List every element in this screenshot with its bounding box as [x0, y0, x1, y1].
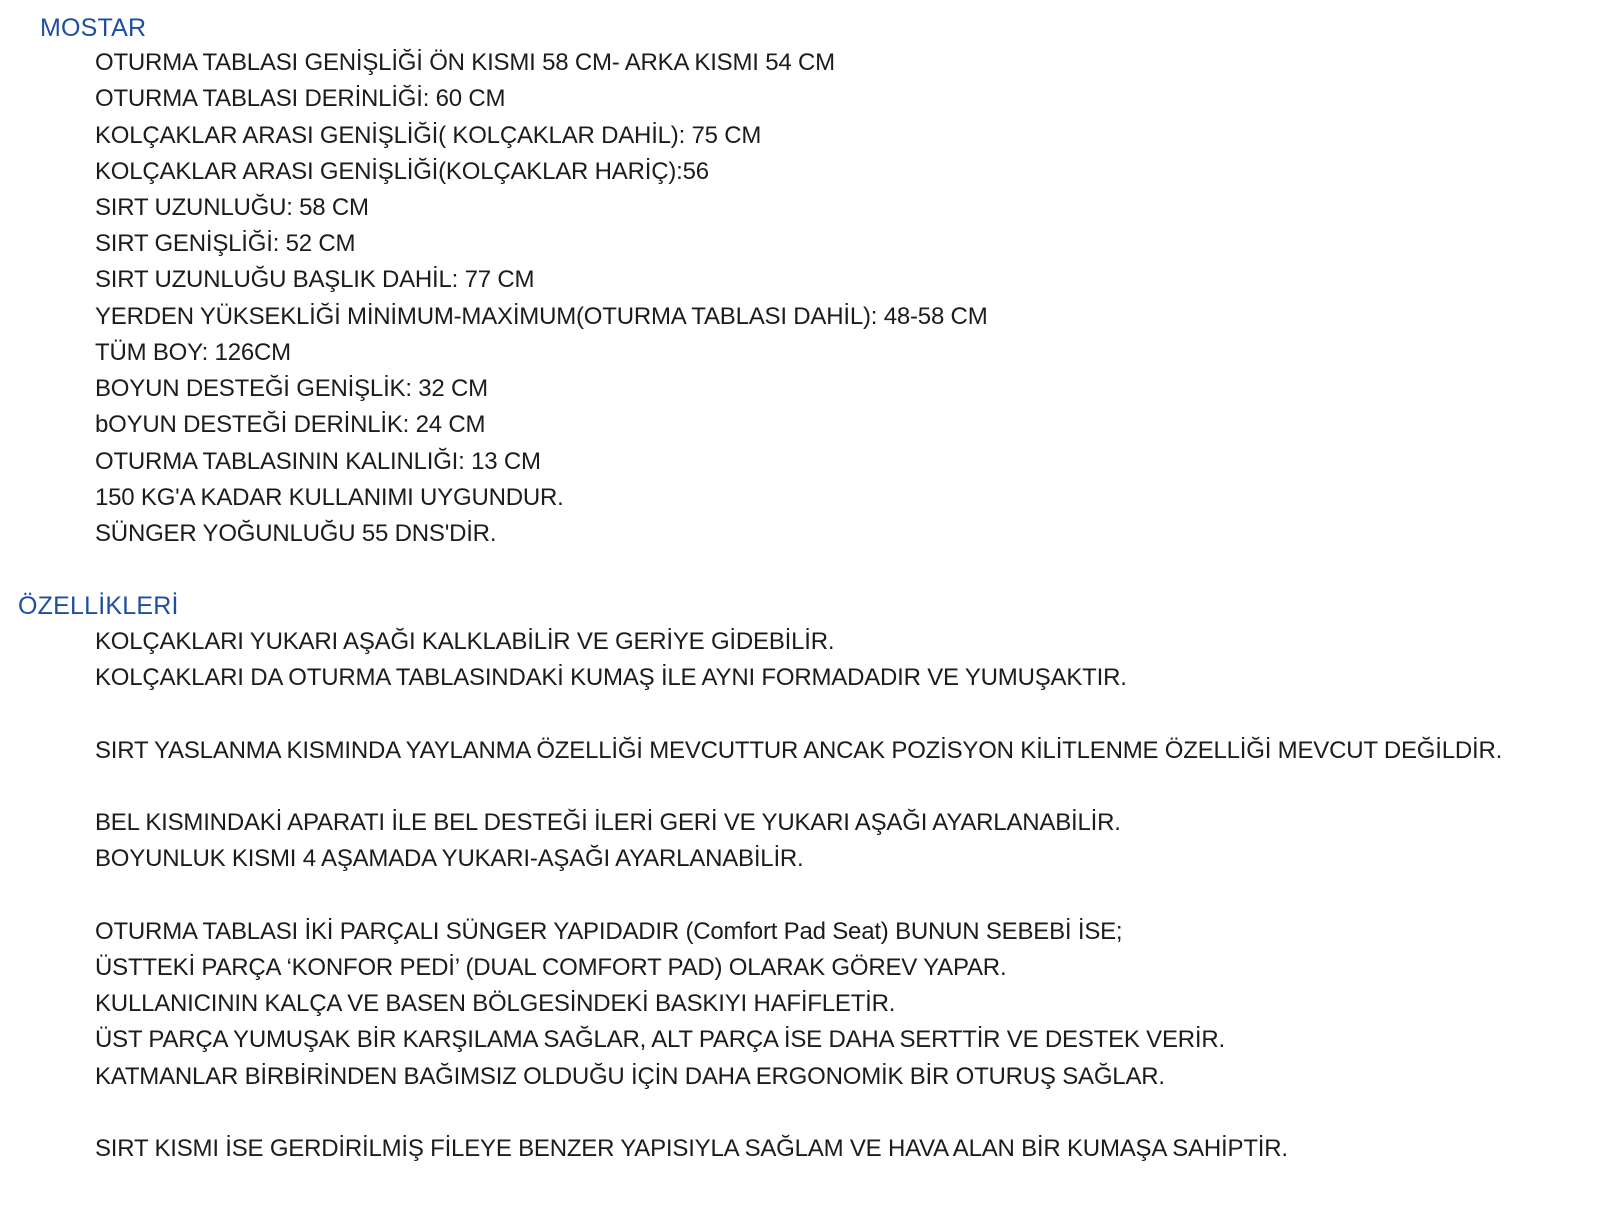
dimension-line: SIRT GENİŞLİĞİ: 52 CM: [95, 230, 356, 257]
dimension-line: KOLÇAKLAR ARASI GENİŞLİĞİ( KOLÇAKLAR DAHİL): 75 CM: [95, 122, 762, 149]
feature-line: OTURMA TABLASI İKİ PARÇALI SÜNGER YAPIDADIR (Comfort Pad Seat) BUNUN SEBEBİ İSE;: [95, 918, 1123, 945]
feature-line: ÜSTTEKİ PARÇA ‘KONFOR PEDİ’ (DUAL COMFORT PAD) OLARAK GÖREV YAPAR.: [95, 954, 1007, 981]
dimension-line: bOYUN DESTEĞİ DERİNLİK: 24 CM: [95, 411, 486, 438]
feature-line: BEL KISMINDAKİ APARATI İLE BEL DESTEĞİ İLERİ GERİ VE YUKARI AŞAĞI AYARLANABİLİR.: [95, 809, 1121, 836]
dimension-line: SÜNGER YOĞUNLUĞU 55 DNS'DİR.: [95, 520, 497, 547]
dimension-line: 150 KG'A KADAR KULLANIMI UYGUNDUR.: [95, 484, 564, 511]
dimension-line: YERDEN YÜKSEKLİĞİ MİNİMUM-MAXİMUM(OTURMA TABLASI DAHİL): 48-58 CM: [95, 303, 988, 330]
dimension-line: SIRT UZUNLUĞU: 58 CM: [95, 194, 369, 221]
dimension-line: BOYUN DESTEĞİ GENİŞLİK: 32 CM: [95, 375, 488, 402]
feature-line: SIRT YASLANMA KISMINDA YAYLANMA ÖZELLİĞİ MEVCUTTUR ANCAK POZİSYON KİLİTLENME ÖZELLİĞİ MEVCUT DEĞİLDİR.: [95, 737, 1503, 764]
feature-line: ÜST PARÇA YUMUŞAK BİR KARŞILAMA SAĞLAR, ALT PARÇA İSE DAHA SERTTİR VE DESTEK VERİR.: [95, 1026, 1225, 1053]
dimension-line: OTURMA TABLASI GENİŞLİĞİ ÖN KISMI 58 CM- ARKA KISMI 54 CM: [95, 49, 835, 76]
feature-line: KOLÇAKLARI DA OTURMA TABLASINDAKİ KUMAŞ İLE AYNI FORMADADIR VE YUMUŞAKTIR.: [95, 664, 1127, 691]
section-title-features: ÖZELLİKLERİ: [18, 592, 179, 620]
dimension-line: TÜM BOY: 126CM: [95, 339, 291, 366]
feature-line: BOYUNLUK KISMI 4 AŞAMADA YUKARI-AŞAĞI AYARLANABİLİR.: [95, 845, 804, 872]
feature-line: SIRT KISMI İSE GERDİRİLMİŞ FİLEYE BENZER YAPISIYLA SAĞLAM VE HAVA ALAN BİR KUMAŞA SAHİPTİR.: [95, 1135, 1288, 1162]
dimension-line: KOLÇAKLAR ARASI GENİŞLİĞİ(KOLÇAKLAR HARİÇ):56: [95, 158, 709, 185]
section-title-mostar: MOSTAR: [40, 14, 147, 42]
feature-line: KATMANLAR BİRBİRİNDEN BAĞIMSIZ OLDUĞU İÇİN DAHA ERGONOMİK BİR OTURUŞ SAĞLAR.: [95, 1063, 1165, 1090]
feature-line: KOLÇAKLARI YUKARI AŞAĞI KALKLABİLİR VE GERİYE GİDEBİLİR.: [95, 628, 835, 655]
dimension-line: OTURMA TABLASI DERİNLİĞİ: 60 CM: [95, 85, 506, 112]
dimension-line: OTURMA TABLASININ KALINLIĞI: 13 CM: [95, 448, 541, 475]
feature-line: KULLANICININ KALÇA VE BASEN BÖLGESİNDEKİ BASKIYI HAFİFLETİR.: [95, 990, 896, 1017]
dimension-line: SIRT UZUNLUĞU BAŞLIK DAHİL: 77 CM: [95, 266, 535, 293]
